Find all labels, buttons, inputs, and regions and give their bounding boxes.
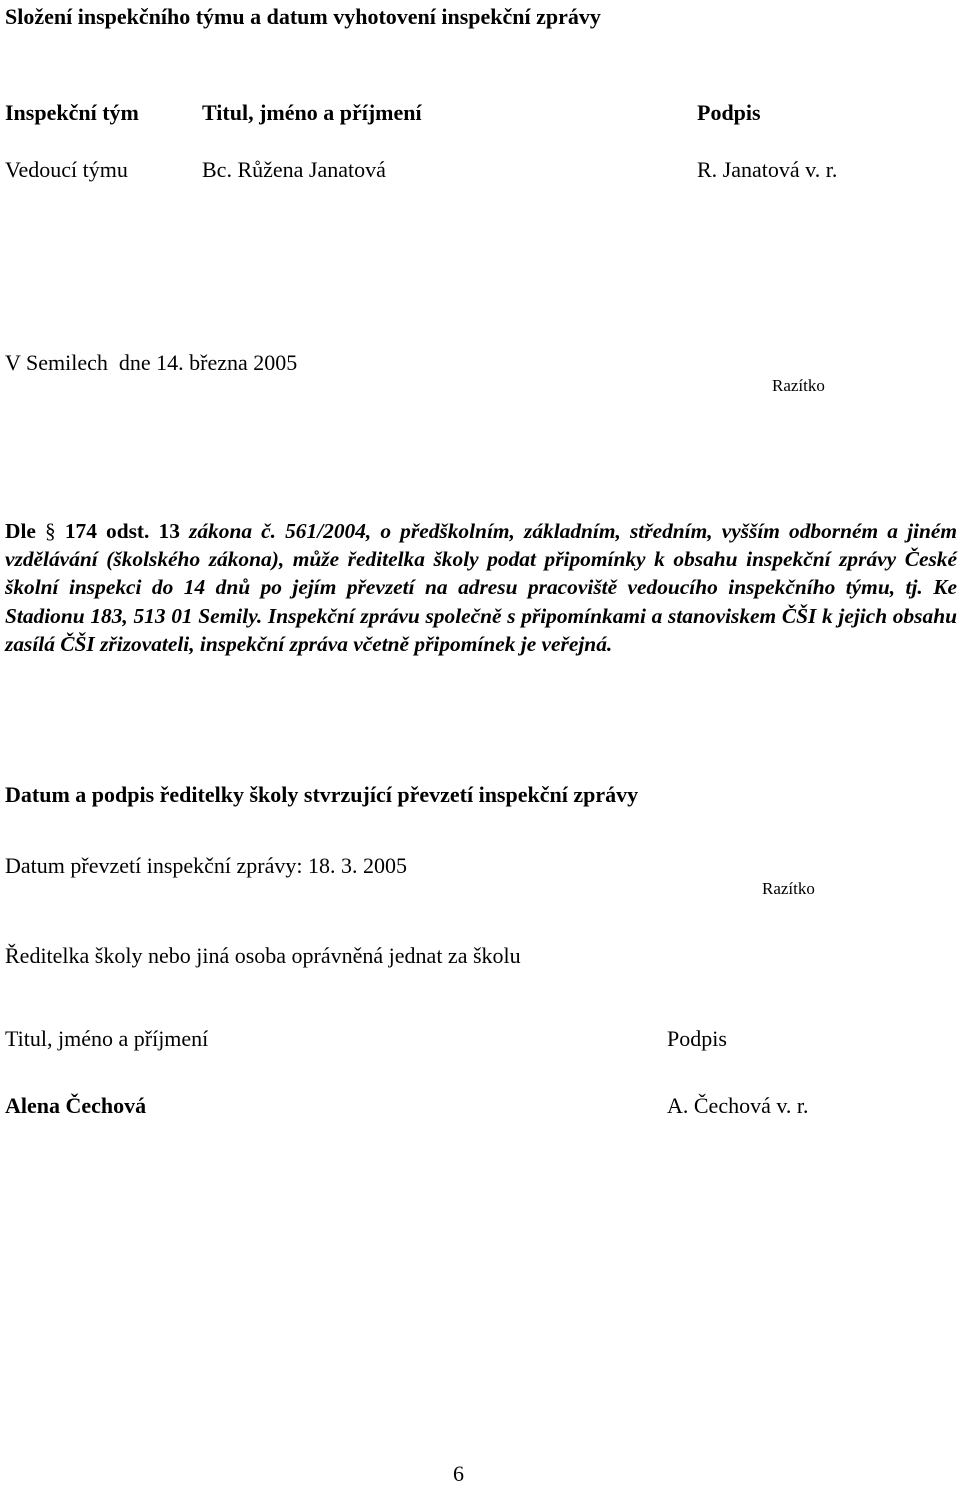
team-row-role: Vedoucí týmu [5, 157, 128, 182]
team-row-name: Bc. Růžena Janatová [202, 157, 386, 182]
place-and-date: V Semilech dne 14. března 2005 [5, 350, 298, 375]
team-header-name: Titul, jméno a příjmení [202, 100, 422, 125]
receipt-heading: Datum a podpis ředitelky školy stvrzující převzetí inspekční zprávy [5, 782, 639, 807]
director-line: Ředitelka školy nebo jiná osoba oprávněná jednat za školu [5, 943, 521, 968]
notice-part-3: zákona č. [189, 519, 286, 543]
signer-header-signature: Podpis [667, 1026, 727, 1051]
receipt-date: Datum převzetí inspekční zprávy: 18. 3. 2005 [5, 853, 408, 878]
team-header-role: Inspekční tým [5, 100, 139, 125]
notice-part-2: 174 odst. 13 [55, 519, 190, 543]
stamp-label: Razítko [772, 376, 825, 395]
signer-header-name: Titul, jméno a příjmení [5, 1026, 209, 1051]
section-sign: § [45, 519, 56, 543]
notice-part-4: 561/2004, o předškolním, základním, středním, vyšším odborném a jiném vzdělávání (školského zákona), může ředitelka školy podat připomínky k obsahu inspekční zprávy České školní inspekci do 14 dnů po jejím převzetí na adresu pracoviště vedoucího inspekčního týmu, tj. Ke Stadionu 183, 513 01 Semily. [5, 519, 957, 628]
stamp-label: Razítko [762, 879, 815, 898]
team-header-signature: Podpis [697, 100, 761, 125]
signer-name: Alena Čechová [5, 1093, 147, 1118]
notice-paragraph [5, 517, 957, 658]
page-number: 6 [453, 1461, 464, 1486]
team-row-signature: R. Janatová v. r. [697, 157, 838, 182]
signer-signature: A. Čechová v. r. [667, 1093, 809, 1118]
section-heading: Složení inspekčního týmu a datum vyhotovení inspekční zprávy [5, 4, 601, 29]
notice-part-1: Dle [5, 519, 45, 543]
notice-part-5: Inspekční zprávu společně s připomínkami a stanoviskem ČŠI k jejich obsahu zasílá ČŠI zřizovateli, inspekční zpráva včetně připomínek je veřejná. [5, 603, 957, 656]
